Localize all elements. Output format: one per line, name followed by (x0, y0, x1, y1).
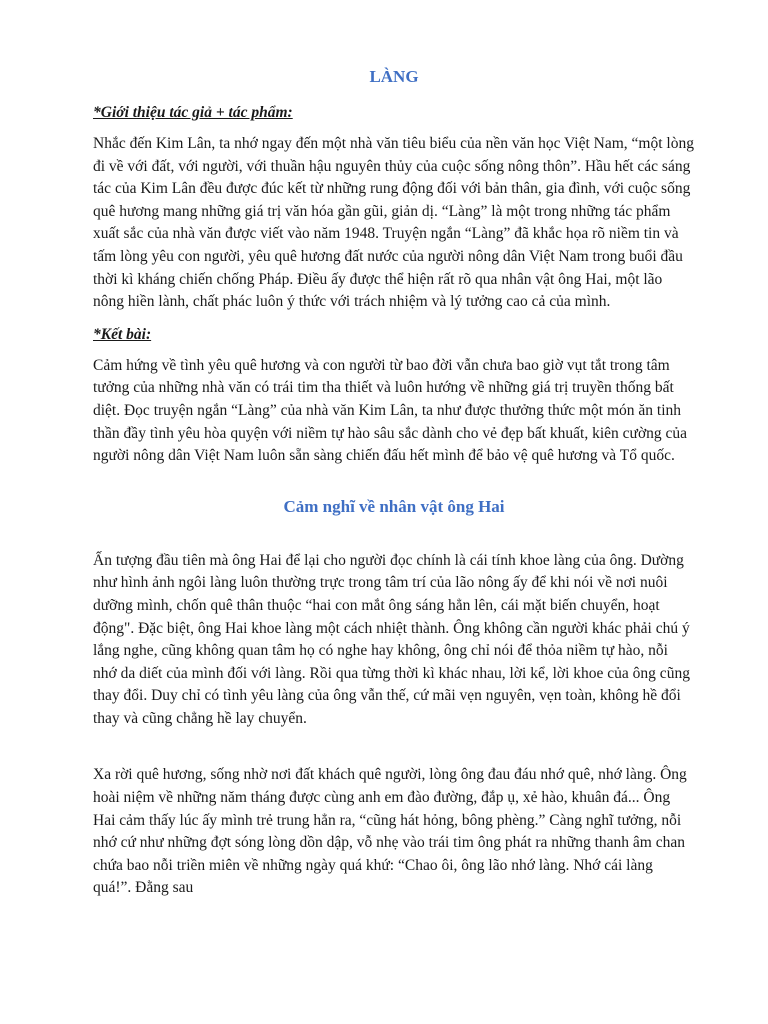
document-title: LÀNG (369, 67, 419, 86)
paragraph-ong-hai-1: Ấn tượng đầu tiên mà ông Hai để lại cho người đọc chính là cái tính khoe làng của ông. Dường như hình ảnh ngôi làng luôn thường trực trong tâm trí của lão nông ấy để khi nói về nơi nuôi dưỡng mình, chốn quê thân thuộc “hai con mắt ông sáng hẳn lên, cái mặt biến chuyển, hoạt động". Đặc biệt, ông Hai khoe làng một cách nhiệt thành. Ông không cần người khác phải chú ý lắng nghe, cũng không quan tâm họ có nghe hay không, ông chỉ nói để thỏa niềm tự hào, nỗi nhớ da diết của mình đối với làng. Rồi qua từng thời kì khác nhau, lời kể, lời khoe của ông cũng thay đổi. Duy chỉ có tình yêu làng của ông vẫn thế, cứ mãi vẹn nguyên, vẹn toàn, không hề đổi thay và cũng chẳng hề lay chuyển. (93, 551, 690, 727)
paragraph-conclusion: Cảm hứng về tình yêu quê hương và con người từ bao đời vẫn chưa bao giờ vụt tắt trong tâm tưởng của những nhà văn có trái tim tha thiết và luôn hướng về những giá trị truyền thống bất diệt. Đọc truyện ngắn “Làng” của nhà văn Kim Lân, ta như được thưởng thức một món ăn tinh thần đầy tình yêu hòa quyện với niềm tự hào sâu sắc dành cho vẻ đẹp bất khuất, kiên cường của người nông dân Việt Nam luôn sẵn sàng chiến đấu hết mình để bảo vệ quê hương và Tổ quốc. (93, 356, 688, 465)
section-heading-conclusion: *Kết bài: (93, 325, 152, 343)
section-heading-intro: *Giới thiệu tác giả + tác phẩm: (93, 104, 293, 121)
paragraph-intro: Nhắc đến Kim Lân, ta nhớ ngay đến một nhà văn tiêu biểu của nền văn học Việt Nam, “một lòng đi về với đất, với người, với thuần hậu nguyên thủy của cuộc sống nông thôn”. Hầu hết các sáng tác của Kim Lân đều được đúc kết từ những rung động đối với bản thân, gia đình, với cuộc sống quê hương mang những giá trị văn hóa gần gũi, giản dị. “Làng” là một trong những tác phẩm xuất sắc của nhà văn được viết vào năm 1948. Truyện ngắn “Làng” đã khắc họa rõ niềm tin và tấm lòng yêu con người, yêu quê hương đất nước của người nông dân Việt Nam trong buổi đầu thời kì kháng chiến chống Pháp. Điều ấy được thể hiện rất rõ qua nhân vật ông Hai, một lão nông hiền lành, chất phác luôn ý thức với trách nhiệm và lý tưởng cao cả của mình. (93, 135, 694, 311)
document-page (93, 64, 695, 910)
section-title-ong-hai: Cảm nghĩ về nhân vật ông Hai (283, 496, 505, 516)
paragraph-ong-hai-2: Xa rời quê hương, sống nhờ nơi đất khách quê người, lòng ông đau đáu nhớ quê, nhớ làng. Ông hoài niệm về những năm tháng được cùng anh em đào đường, đắp ụ, xẻ hào, khuân đá... Ông Hai cảm thấy lúc ấy mình trẻ trung hẳn ra, “cũng hát hỏng, bông phèng.” Càng nghĩ tưởng, nỗi nhớ cứ như những đợt sóng lòng dồn dập, vỗ nhẹ vào trái tim ông phát ra những thanh âm chan chứa bao nỗi triền miên về những ngày quá khứ: “Chao ôi, ông lão nhớ làng. Nhớ cái làng quá!”. Đằng sau (93, 766, 687, 897)
